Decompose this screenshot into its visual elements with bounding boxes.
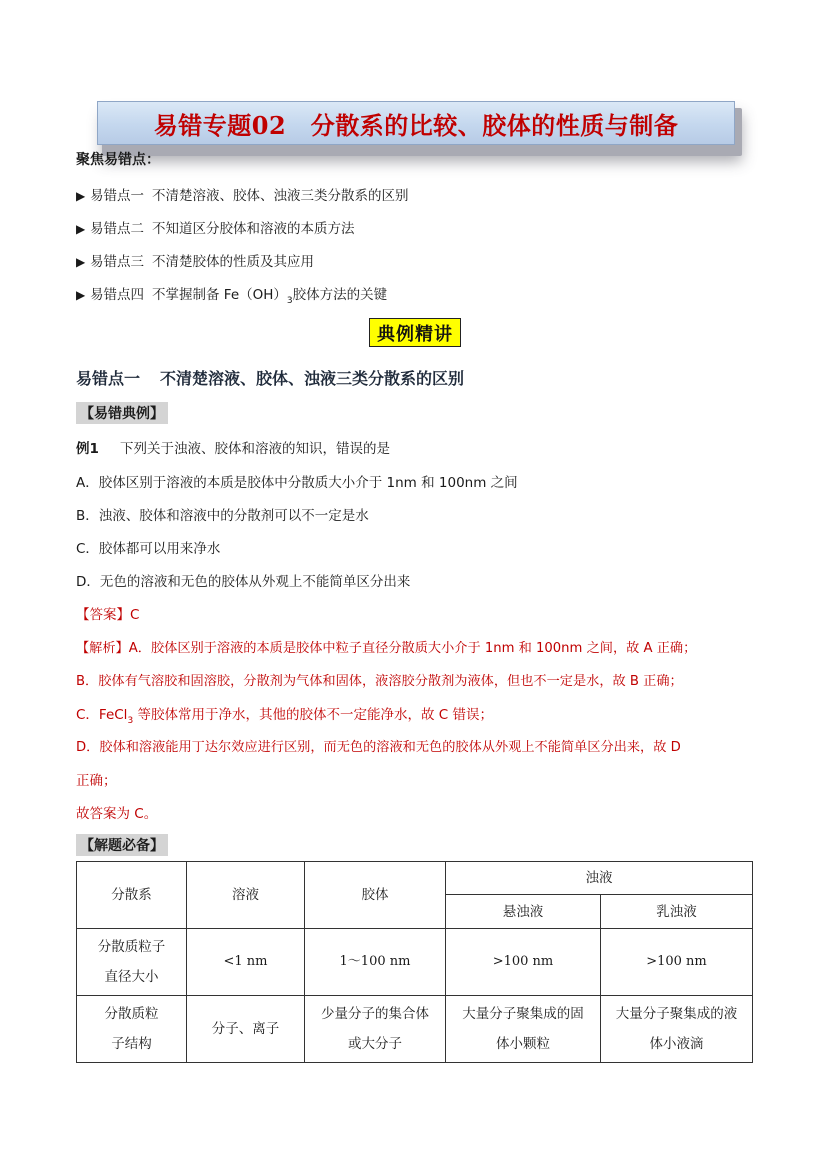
header-cell-turbid: 浊液: [446, 862, 753, 895]
analysis-line-5: 正确；: [76, 773, 117, 789]
analysis-line-3-head: C．FeCl: [76, 707, 128, 723]
focus-point-text: 不掌握制备 Fe（OH）: [152, 287, 287, 303]
row-label-particle-structure: [77, 996, 187, 1063]
page-title: 易错专题02 分散系的比较、胶体的性质与制备: [153, 110, 679, 140]
cell-line: 少量分子的集合体: [321, 1006, 429, 1022]
row-label-line: 直径大小: [104, 969, 159, 985]
triangle-bullet-icon: ▶: [76, 255, 86, 269]
focus-point-label: 易错点二: [90, 221, 144, 237]
analysis-line-3: [76, 703, 493, 726]
cell-line: 或大分子: [348, 1036, 402, 1052]
cell-line: 体小液滴: [649, 1036, 704, 1052]
focus-heading: 聚焦易错点：: [76, 152, 160, 168]
header-cell-emulsion: 乳浊液: [601, 895, 753, 929]
header-cell-solution: 溶液: [187, 862, 305, 929]
cell-line: 大量分子聚集成的固: [462, 1006, 584, 1022]
row-label-line: 分散质粒子: [97, 939, 166, 955]
analysis-line-1: 【解析】A．胶体区别于溶液的本质是胶体中粒子直径分散质大小介于 1nm 和 100nm 之间，故 A 正确；: [76, 641, 697, 656]
question-number: 例1: [76, 441, 99, 457]
section-heading: [76, 366, 464, 389]
example-banner: 典例精讲: [369, 318, 461, 347]
focus-point-text-tail: 胶体方法的关键: [292, 287, 388, 303]
question-stem: 下列关于浊液、胶体和溶液的知识，错误的是: [120, 441, 390, 457]
analysis-line-2: B．胶体有气溶胶和固溶胶，分散剂为气体和固体，液溶胶分散剂为液体，但也不一定是水，故 B 正确；: [76, 674, 683, 689]
header-cell-colloid: 胶体: [305, 862, 446, 929]
cell-colloid-structure: [305, 996, 446, 1063]
cell-solution-size: <1 nm: [187, 929, 305, 996]
triangle-bullet-icon: ▶: [76, 222, 86, 236]
row-label-line: 子结构: [111, 1036, 152, 1052]
cell-line: 体小颗粒: [496, 1036, 550, 1052]
analysis-line-4: D．胶体和溶液能用丁达尔效应进行区别，而无色的溶液和无色的胶体从外观上不能简单区分出来，故 D: [76, 740, 681, 755]
row-label-line: 分散质粒: [104, 1006, 159, 1022]
option-b: B．浊液、胶体和溶液中的分散剂可以不一定是水: [76, 508, 369, 524]
cell-solution-structure: 分子、离子: [187, 996, 305, 1063]
focus-point-text: 不清楚溶液、胶体、浊液三类分散系的区别: [152, 188, 409, 204]
triangle-bullet-icon: ▶: [76, 189, 86, 203]
cell-emulsion-size: >100 nm: [601, 929, 753, 996]
focus-point-3: [76, 250, 314, 270]
focus-point-label: 易错点一: [90, 188, 144, 204]
focus-point-label: 易错点四: [90, 287, 144, 303]
row-label-particle-size: [77, 929, 187, 996]
section-label: 易错点一: [76, 369, 141, 388]
dispersion-comparison-table: [76, 861, 753, 1063]
analysis-conclusion: 故答案为 C。: [76, 806, 158, 822]
header-cell-dispersion: 分散系: [77, 862, 187, 929]
option-d: D．无色的溶液和无色的胶体从外观上不能简单区分出来: [76, 574, 411, 590]
focus-point-4: [76, 283, 388, 306]
analysis-line-3-tail: 等胶体常用于净水，其他的胶体不一定能净水，故 C 错误；: [133, 707, 493, 723]
question-stem-line: [76, 437, 390, 457]
cell-suspension-size: >100 nm: [446, 929, 601, 996]
answer: 【答案】C: [76, 607, 140, 623]
option-c: C．胶体都可以用来净水: [76, 541, 221, 557]
tag-typical-example: 【易错典例】: [76, 402, 168, 424]
table-row: [77, 929, 753, 996]
subscript: 3: [286, 296, 293, 306]
cell-suspension-structure: [446, 996, 601, 1063]
cell-line: 大量分子聚集成的液: [615, 1006, 738, 1022]
cell-emulsion-structure: [601, 996, 753, 1063]
tag-essentials: 【解题必备】: [76, 834, 168, 856]
focus-point-text: 不清楚胶体的性质及其应用: [152, 254, 314, 270]
title-banner: [97, 101, 735, 145]
triangle-bullet-icon: ▶: [76, 288, 86, 302]
section-text: 不清楚溶液、胶体、浊液三类分散系的区别: [160, 369, 465, 388]
table-row: [77, 996, 753, 1063]
focus-point-2: [76, 217, 355, 237]
focus-point-label: 易错点三: [90, 254, 144, 270]
cell-colloid-size: 1～100 nm: [305, 929, 446, 996]
focus-point-text: 不知道区分胶体和溶液的本质方法: [152, 221, 355, 237]
header-cell-suspension: 悬浊液: [446, 895, 601, 929]
focus-point-1: [76, 184, 409, 204]
subscript: 3: [127, 716, 134, 726]
option-a: A．胶体区别于溶液的本质是胶体中分散质大小介于 1nm 和 100nm 之间: [76, 475, 518, 491]
